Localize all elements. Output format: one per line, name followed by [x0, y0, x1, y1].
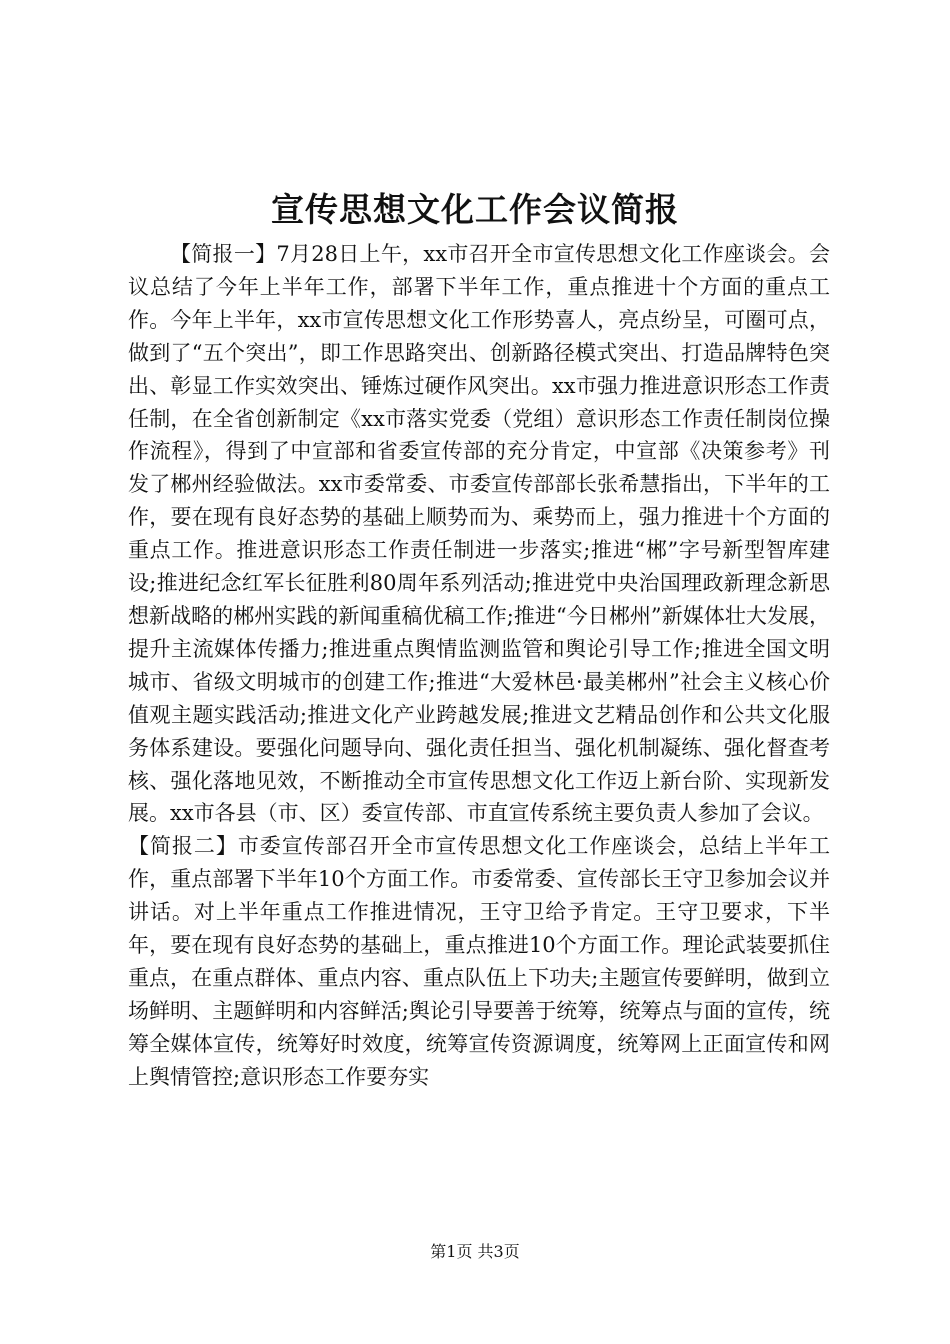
- paragraph-briefing-one: 【简报一】7月28日上午，xx市召开全市宣传思想文化工作座谈会。会议总结了今年上半年工作，部署下半年工作，重点推进十个方面的重点工作。今年上半年，xx市宣传思想文化工作形势喜人，亮点纷呈，可圈可点，做到了“五个突出”，即工作思路突出、创新路径模式突出、打造品牌特色突出、彰显工作实效突出、锤炼过硬作风突出。xx市强力推进意识形态工作责任制，在全省创新制定《xx市落实党委（党组）意识形态工作责任制岗位操作流程》，得到了中宣部和省委宣传部的充分肯定，中宣部《决策参考》刊发了郴州经验做法。xx市委常委、市委宣传部部长张希慧指出，下半年的工作，要在现有良好态势的基础上顺势而为、乘势而上，强力推进十个方面的重点工作。推进意识形态工作责任制进一步落实;推进“郴”字号新型智库建设;推进纪念红军长征胜利80周年系列活动;推进党中央治国理政新理念新思想新战略的郴州实践的新闻重稿优稿工作;推进“今日郴州”新媒体壮大发展，提升主流媒体传播力;推进重点舆情监测监管和舆论引导工作;推进全国文明城市、省级文明城市的创建工作;推进“大爱林邑·最美郴州”社会主义核心价值观主题实践活动;推进文化产业跨越发展;推进文艺精品创作和公共文化服务体系建设。要强化问题导向、强化责任担当、强化机制凝练、强化督查考核、强化落地见效，不断推动全市宣传思想文化工作迈上新台阶、实现新发展。xx市各县（市、区）委宣传部、市直宣传系统主要负责人参加了会议。: [128, 242, 830, 826]
- paragraph-briefing-two: 【简报二】市委宣传部召开全市宣传思想文化工作座谈会，总结上半年工作，重点部署下半年10个方面工作。市委常委、宣传部长王守卫参加会议并讲话。对上半年重点工作推进情况，王守卫给予肯定。王守卫要求，下半年，要在现有良好态势的基础上，重点推进10个方面工作。理论武装要抓住重点，在重点群体、重点内容、重点队伍上下功夫;主题宣传要鲜明，做到立场鲜明、主题鲜明和内容鲜活;舆论引导要善于统筹，统筹点与面的宣传，统筹全媒体宣传，统筹好时效度，统筹宣传资源调度，统筹网上正面宣传和网上舆情管控;意识形态工作要夯实: [128, 834, 830, 1089]
- page-number-footer: 第1页 共3页: [430, 1242, 520, 1261]
- document-body: [128, 238, 830, 1094]
- document-title: 宣传思想文化工作会议简报: [271, 190, 679, 229]
